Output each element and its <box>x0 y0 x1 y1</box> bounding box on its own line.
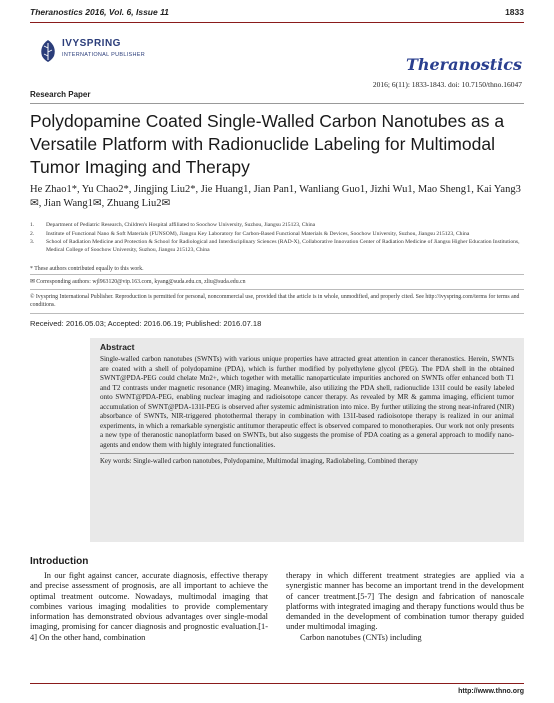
affiliation-text: Department of Pediatric Research, Children's Hospital affiliated to Soochow University, Suzhou, Jiangsu 215123, China <box>46 222 316 228</box>
footer-link[interactable]: http://www.thno.org <box>458 688 524 695</box>
affiliation-text: Institute of Functional Nano & Soft Materials (FUNSOM), Jiangsu Key Laboratory for Carbon-Based Functional Materials & Devices, Soochow University, Suzhou, Jiangsu 215123, China <box>46 230 470 237</box>
publisher-logo <box>38 32 158 72</box>
article-title: Polydopamine Coated Single-Walled Carbon Nanotubes as a Versatile Platform with Radionuclide Labeling for Multimodal Tumor Imaging and Therapy <box>30 111 505 177</box>
divider <box>30 274 524 275</box>
body-column-right <box>286 571 524 643</box>
affiliation-text: School of Radiation Medicine and Protection & School for Radiological and Interdisciplinary Sciences (RAD-X), Collaborative Innovation Center of Radiation Medicine of Jiangsu Higher Education Institutions, Medical College of Soochow University, Suzhou, Jiangsu 215123, China <box>46 239 520 253</box>
citation-doi: 2016; 6(11): 1833-1843. doi: 10.7150/thno.16047 <box>372 80 522 89</box>
divider <box>30 289 524 290</box>
body-paragraph: Carbon nanotubes (CNTs) including <box>300 632 422 642</box>
page-number: 1833 <box>505 7 524 17</box>
abstract-box <box>90 338 524 542</box>
divider <box>30 313 524 314</box>
corresponding-authors: ✉ Corresponding authors: wjl963120@vip.163.com, kyang@suda.edu.cn, zliu@suda.edu.cn <box>30 279 246 285</box>
license-note: © Ivyspring International Publisher. Reproduction is permitted for personal, noncommercial use, provided that the article is in whole, unmodified, and properly cited. See http://ivyspring.com/terms for terms and conditions. <box>30 294 520 308</box>
publisher-name: IVYSPRING <box>62 38 121 49</box>
header-rule <box>30 22 524 23</box>
publication-dates: Received: 2016.05.03; Accepted: 2016.06.19; Published: 2016.07.18 <box>30 319 262 328</box>
section-heading-introduction: Introduction <box>30 556 89 567</box>
title-rule <box>30 103 524 104</box>
affiliation-number: 2. <box>30 230 35 237</box>
abstract-heading: Abstract <box>100 342 135 352</box>
ivy-leaf-icon <box>38 38 58 64</box>
affiliation-item <box>30 222 524 230</box>
affiliation-item <box>30 239 524 254</box>
affiliation-number: 3. <box>30 239 35 246</box>
journal-brand: Theranostics <box>405 55 522 74</box>
journal-issue-line: Theranostics 2016, Vol. 6, Issue 11 <box>30 7 169 17</box>
equal-contribution-note: * These authors contributed equally to this work. <box>30 266 144 272</box>
body-column-left <box>30 571 268 643</box>
body-paragraph: In our fight against cancer, accurate diagnosis, effective therapy and precise assessment of prognosis, are all important to achieve the optimal treatment outcome. Nowadays, multimodal imaging that combines various imaging modalities to provide complementary information has demonstrated obvious advantages over single-modal imaging, promising for cancer diagnosis and prognostic evaluation.[1-4] On the other hand, combination <box>30 571 268 642</box>
keywords: Key words: Single-walled carbon nanotubes, Polydopamine, Multimodal imaging, Radiolabeling, Combined therapy <box>100 458 418 465</box>
footer-rule <box>30 683 524 684</box>
abstract-divider <box>100 453 514 454</box>
paper-type: Research Paper <box>30 90 91 99</box>
abstract-text: Single-walled carbon nanotubes (SWNTs) with various unique properties have attracted great attention in cancer theranostics. Herein, SWNTs are coated with a shell of polydopamine (PDA), which is further modified by polyethylene glycol (PEG). The PDA shell in the obtained SWNT@PDA-PEG could chelate Mn2+, which together with metallic nanoparticulate impurities anchored on SWNTs offer enhanced both T1 and T2 contrasts under magnetic resonance (MR) imaging. Meanwhile, also utilizing the PDA shell, radionuclide 131I could be easily labeled onto SWNT@PDA-PEG, enabling nuclear imaging and radioisotope cancer therapy. As revealed by MR & gamma imaging, efficient tumor accumulation of SWNT@PDA-131I-PEG is observed after systemic administration into mice. By further utilizing the strong near-infrared (NIR) absorbance of SWNTs, NIR-triggered photothermal therapy in combination with 131I-based radioisotope therapy is realized in our animal experiments, in which a remarkable synergistic antitumor therapeutic effect is observed compared to monotherapies. Our work not only presents a new type of theranostic nanoplatform based on SWNTs, but also suggests the promise of PDA coating as a general approach to modify nano-agents and endow them with highly integrated functionalities. <box>100 355 514 449</box>
publisher-subtitle: INTERNATIONAL PUBLISHER <box>62 52 145 58</box>
author-list: He Zhao1*, Yu Chao2*, Jingjing Liu2*, Jie Huang1, Jian Pan1, Wanliang Guo1, Jizhi Wu1, Mao Sheng1, Kai Yang3✉, Jian Wang1✉, Zhuang Liu2✉ <box>30 184 521 209</box>
affiliation-item <box>30 231 524 239</box>
affiliations <box>30 222 524 255</box>
affiliation-number: 1. <box>30 222 35 228</box>
body-paragraph: therapy in which different treatment strategies are applied via a synergistic manner has become an important trend in the development of cancer treatment.[5-7] The design and fabrication of nanoscale platforms with integrated imaging and therapy functions would thus be demanded in the development of combination tumor therapy guided under multimodal imaging. <box>286 571 524 632</box>
